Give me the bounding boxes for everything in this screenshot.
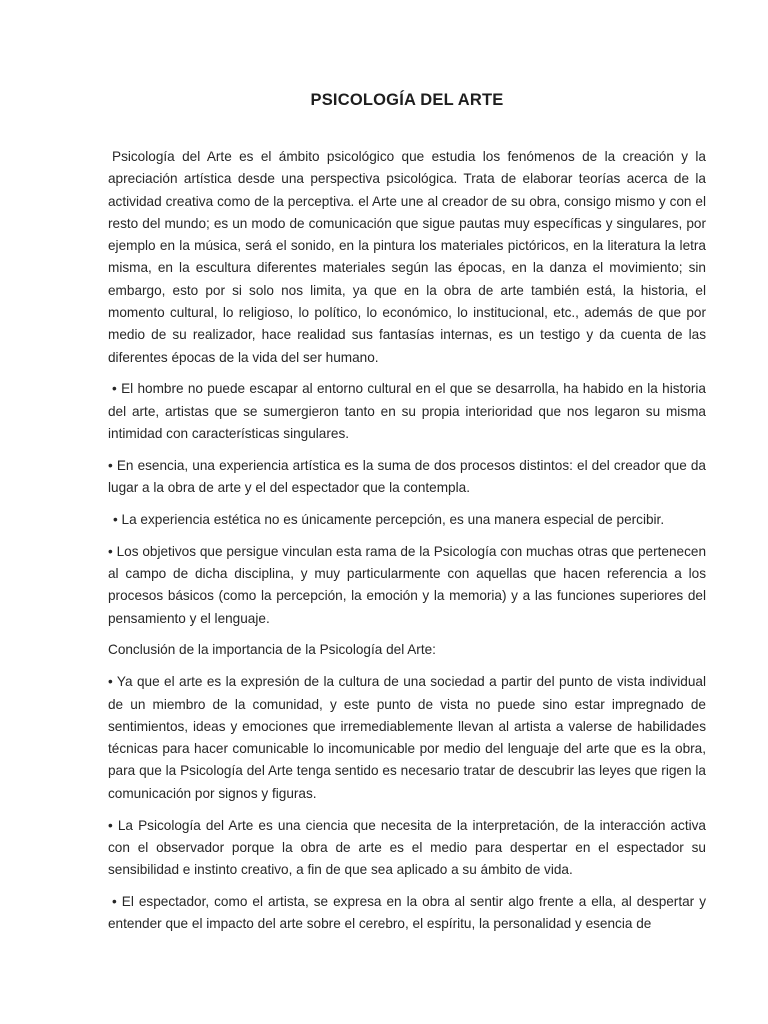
paragraph-bullet-cultural-environment: • El hombre no puede escapar al entorno cultural en el que se desarrolla, ha habido en la historia del arte, artistas que se sumergieron tanto en su propia interioridad que nos legaron su misma intimidad con características singulares. (108, 381, 706, 442)
paragraph-bullet-art-expression: • Ya que el arte es la expresión de la cultura de una sociedad a partir del punto de vista individual de un miembro de la comunidad, y este punto de vista no puede sino estar impregnado de sentimientos, ideas y emociones que irremediablemente llevan al artista a valerse de habilidades técnicas para hacer comunicable lo incomunicable por medio del lenguaje del arte que es la obra, para que la Psicología del Arte tenga sentido es necesario tratar de descubrir las leyes que rigen la comunicación por signos y figuras. (108, 674, 706, 801)
paragraph-intro: Psicología del Arte es el ámbito psicológico que estudia los fenómenos de la creación y la apreciación artística desde una perspectiva psicológica. Trata de elaborar teorías acerca de la actividad creativa como de la perceptiva. el Arte une al creador de su obra, consigo mismo y con el resto del mundo; es un modo de comunicación que sigue pautas muy específicas y singulares, por ejemplo en la música, será el sonido, en la pintura los materiales pictóricos, en la literatura la letra misma, en la escultura diferentes materiales según las épocas, en la danza el movimiento; sin embargo, esto por si solo nos limita, ya que en la obra de arte también está, la historia, el momento cultural, lo religioso, lo político, lo económico, lo institucional, etc., además de que por medio de su realizador, hace realidad sus fantasías internas, es un testigo y da cuenta de las diferentes épocas de la vida del ser humano. (108, 149, 706, 365)
paragraph-bullet-aesthetic-experience: • La experiencia estética no es únicamente percepción, es una manera especial de percibir. (113, 511, 665, 527)
paragraph-bullet-interpretation: • La Psicología del Arte es una ciencia que necesita de la interpretación, de la interacción activa con el observador porque la obra de arte es el medio para despertar en el espectador su sensibilidad e instinto creativo, a fin de que sea aplicado a su ámbito de vida. (108, 817, 706, 878)
paragraph-bullet-artistic-experience: • En esencia, una experiencia artística es la suma de dos procesos distintos: el del creador que da lugar a la obra de arte y el del espectador que la contempla. (108, 457, 706, 496)
paragraph-bullet-spectator: • El espectador, como el artista, se expresa en la obra al sentir algo frente a ella, al despertar y entender que el impacto del arte sobre el cerebro, el espíritu, la personalidad y esencia de (108, 893, 706, 932)
paragraph-bullet-objectives: • Los objetivos que persigue vinculan esta rama de la Psicología con muchas otras que pertenecen al campo de dicha disciplina, y muy particularmente con aquellas que hacen referencia a los procesos básicos (como la percepción, la emoción y la memoria) y a las funciones superiores del pensamiento y el lenguaje. (108, 543, 706, 626)
paragraph-conclusion-heading: Conclusión de la importancia de la Psicología del Arte: (108, 642, 436, 658)
document-body (108, 146, 706, 945)
document-title: PSICOLOGÍA DEL ARTE (310, 91, 504, 109)
